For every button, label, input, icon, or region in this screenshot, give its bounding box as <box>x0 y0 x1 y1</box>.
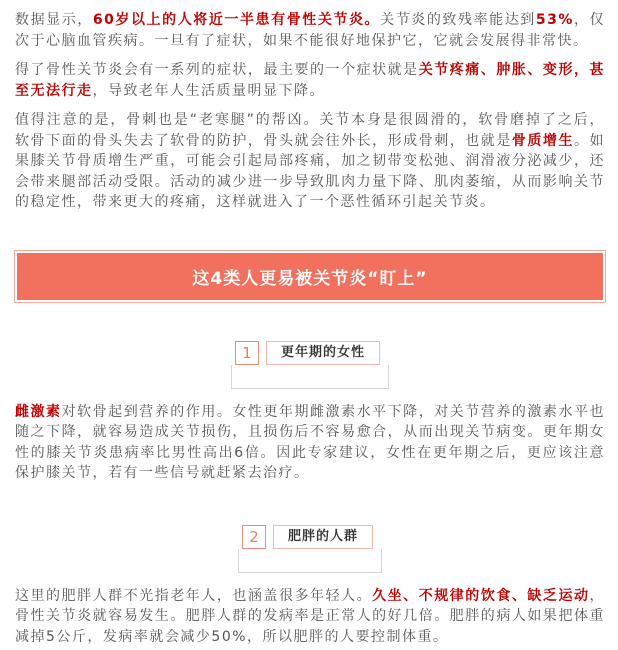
highlighted-text: 53% <box>535 12 574 28</box>
section-title: 肥胖的人群 <box>273 525 373 549</box>
section-header-box <box>238 525 382 573</box>
paragraph-text: 这里的肥胖人群不光指老年人，也涵盖很多年轻人。 <box>15 587 373 604</box>
paragraph-text: ，仅次于心脑血管疾病。一旦有了症状，如果不能很好地保护它，它就会发展得非常快。 <box>15 12 606 49</box>
paragraph-text: 数据显示， <box>15 12 93 28</box>
section-header-1 <box>15 341 605 389</box>
section-number: 2 <box>242 525 266 549</box>
paragraph-text: 得了骨性关节炎会有一系列的症状，最主要的一个症状就是 <box>15 62 419 78</box>
paragraph-text: 关节炎的致残率能达到 <box>380 12 536 28</box>
highlighted-text: 骨质增生 <box>511 132 574 149</box>
section-header-bracket <box>238 549 382 573</box>
paragraph-text: 对软骨起到营养的作用。女性更年期雌激素水平下降，对关节营养的激素水平也随之下降，就容易造成关节损伤，且损伤后不容易愈合，从而出现关节病变。更年期女性的膝关节炎患病率比男性高出6倍。因此专家建议，女性在更年期之后，更应该注意保护膝关节，若有一些信号就赶紧去治疗。 <box>15 403 606 481</box>
paragraph-text: ，骨性关节炎就容易发生。肥胖人群的发病率是正常人的好几倍。肥胖的病人如果把体重减掉5公斤，发病率就会减少50%，所以肥胖的人要控制体重。 <box>15 587 606 645</box>
highlighted-text: 关节疼痛、肿胀、变形，甚至无法行走 <box>15 62 605 99</box>
article-paragraph <box>15 60 605 101</box>
article-paragraph <box>15 586 605 648</box>
article-paragraph <box>15 10 605 51</box>
section-header-bracket <box>231 365 389 389</box>
article-paragraph <box>15 110 605 213</box>
section-number: 1 <box>235 341 259 365</box>
highlighted-text: 雌激素 <box>15 403 62 420</box>
paragraph-text: 。如果膝关节骨质增生严重，可能会引起局部疼痛，加之韧带变松弛、润滑液分泌减少，还会带来腿部活动受限。活动的减少进一步导致肌肉力量下降、肌肉萎缩，从而影响关节的稳定性，带来更大的疼痛，这样就进入了一个恶性循环引起关节炎。 <box>15 132 606 210</box>
highlighted-text: 60岁以上的人将近一半患有骨性关节炎。 <box>92 12 381 28</box>
paragraph-text: 值得注意的是，骨刺也是“老寒腿”的帮凶。关节本身是很圆滑的，软骨磨掉了之后，软骨下面的骨头失去了软骨的防护，骨头就会往外长，形成骨刺，也就是 <box>15 112 605 149</box>
section-title: 更年期的女性 <box>266 341 380 365</box>
section-banner <box>14 250 606 303</box>
section-header-2 <box>15 525 605 573</box>
banner-title: 这4类人更易被关节炎“盯上” <box>17 253 603 300</box>
highlighted-text: 久坐、不规律的饮食、缺乏运动 <box>372 587 590 604</box>
paragraph-text: ，导致老年人生活质量明显下降。 <box>92 82 325 99</box>
section-header-box <box>231 341 389 389</box>
article-paragraph <box>15 402 605 484</box>
